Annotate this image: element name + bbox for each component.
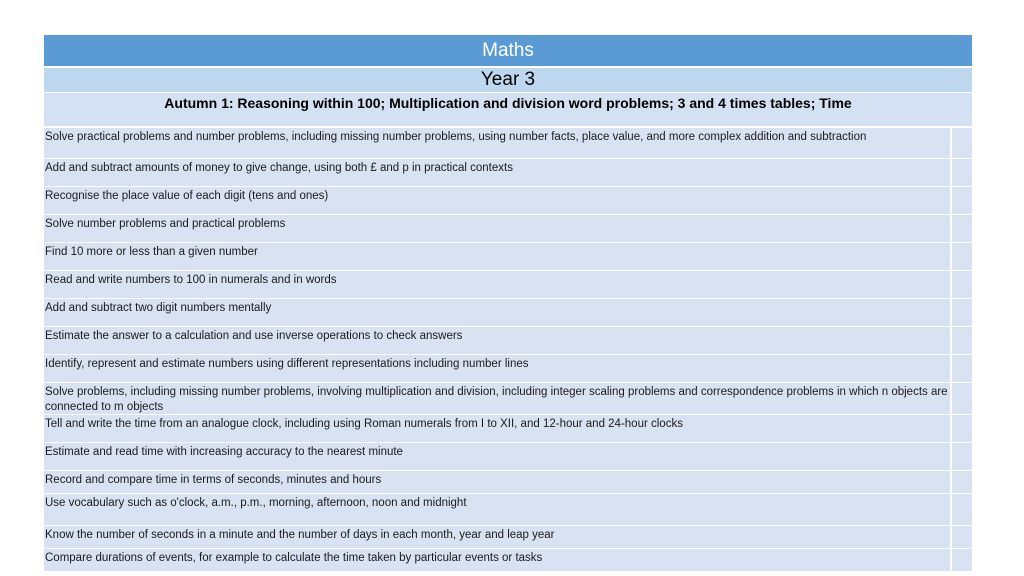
objective-text: Find 10 more or less than a given number (44, 243, 950, 270)
objective-text: Recognise the place value of each digit (tens and ones) (44, 187, 950, 214)
table-row (44, 243, 972, 271)
table-row (44, 549, 972, 572)
check-cell[interactable] (950, 215, 972, 242)
check-cell[interactable] (950, 159, 972, 186)
check-cell[interactable] (950, 187, 972, 214)
objective-text: Record and compare time in terms of seconds, minutes and hours (44, 471, 950, 493)
objective-text: Tell and write the time from an analogue clock, including using Roman numerals from I to XII, and 12-hour and 24-hour clocks (44, 415, 950, 442)
objective-text: Compare durations of events, for example to calculate the time taken by particular events or tasks (44, 549, 950, 571)
check-cell[interactable] (950, 471, 972, 493)
check-cell[interactable] (950, 327, 972, 354)
table-row (44, 383, 972, 415)
objective-text: Estimate the answer to a calculation and use inverse operations to check answers (44, 327, 950, 354)
unit-header: Autumn 1: Reasoning within 100; Multiplication and division word problems; 3 and 4 times tables; Time (44, 93, 972, 128)
objective-text: Read and write numbers to 100 in numerals and in words (44, 271, 950, 298)
check-cell[interactable] (950, 243, 972, 270)
table-row (44, 443, 972, 471)
check-cell[interactable] (950, 128, 972, 158)
curriculum-table (44, 35, 972, 572)
check-cell[interactable] (950, 526, 972, 548)
table-row (44, 471, 972, 494)
table-row (44, 415, 972, 443)
objective-text: Solve number problems and practical problems (44, 215, 950, 242)
check-cell[interactable] (950, 271, 972, 298)
table-row (44, 355, 972, 383)
subject-header: Maths (44, 35, 972, 68)
check-cell[interactable] (950, 355, 972, 382)
table-row (44, 526, 972, 549)
table-row (44, 271, 972, 299)
objective-text: Identify, represent and estimate numbers using different representations including number lines (44, 355, 950, 382)
check-cell[interactable] (950, 415, 972, 442)
table-row (44, 299, 972, 327)
table-row (44, 187, 972, 215)
table-row (44, 128, 972, 159)
year-header: Year 3 (44, 68, 972, 93)
check-cell[interactable] (950, 549, 972, 571)
objective-text: Add and subtract two digit numbers mentally (44, 299, 950, 326)
check-cell[interactable] (950, 443, 972, 470)
table-row (44, 494, 972, 526)
table-row (44, 215, 972, 243)
check-cell[interactable] (950, 299, 972, 326)
objective-text: Know the number of seconds in a minute and the number of days in each month, year and leap year (44, 526, 950, 548)
table-row (44, 327, 972, 355)
objective-text: Estimate and read time with increasing accuracy to the nearest minute (44, 443, 950, 470)
objective-text: Solve practical problems and number problems, including missing number problems, using number facts, place value, and more complex addition and subtraction (44, 128, 950, 158)
check-cell[interactable] (950, 494, 972, 525)
objective-text: Use vocabulary such as o'clock, a.m., p.m., morning, afternoon, noon and midnight (44, 494, 950, 525)
objective-text: Add and subtract amounts of money to give change, using both £ and p in practical contexts (44, 159, 950, 186)
objective-text: Solve problems, including missing number problems, involving multiplication and division, including integer scaling problems and correspondence problems in which n objects are connected to m objects (44, 383, 950, 414)
table-row (44, 159, 972, 187)
check-cell[interactable] (950, 383, 972, 414)
